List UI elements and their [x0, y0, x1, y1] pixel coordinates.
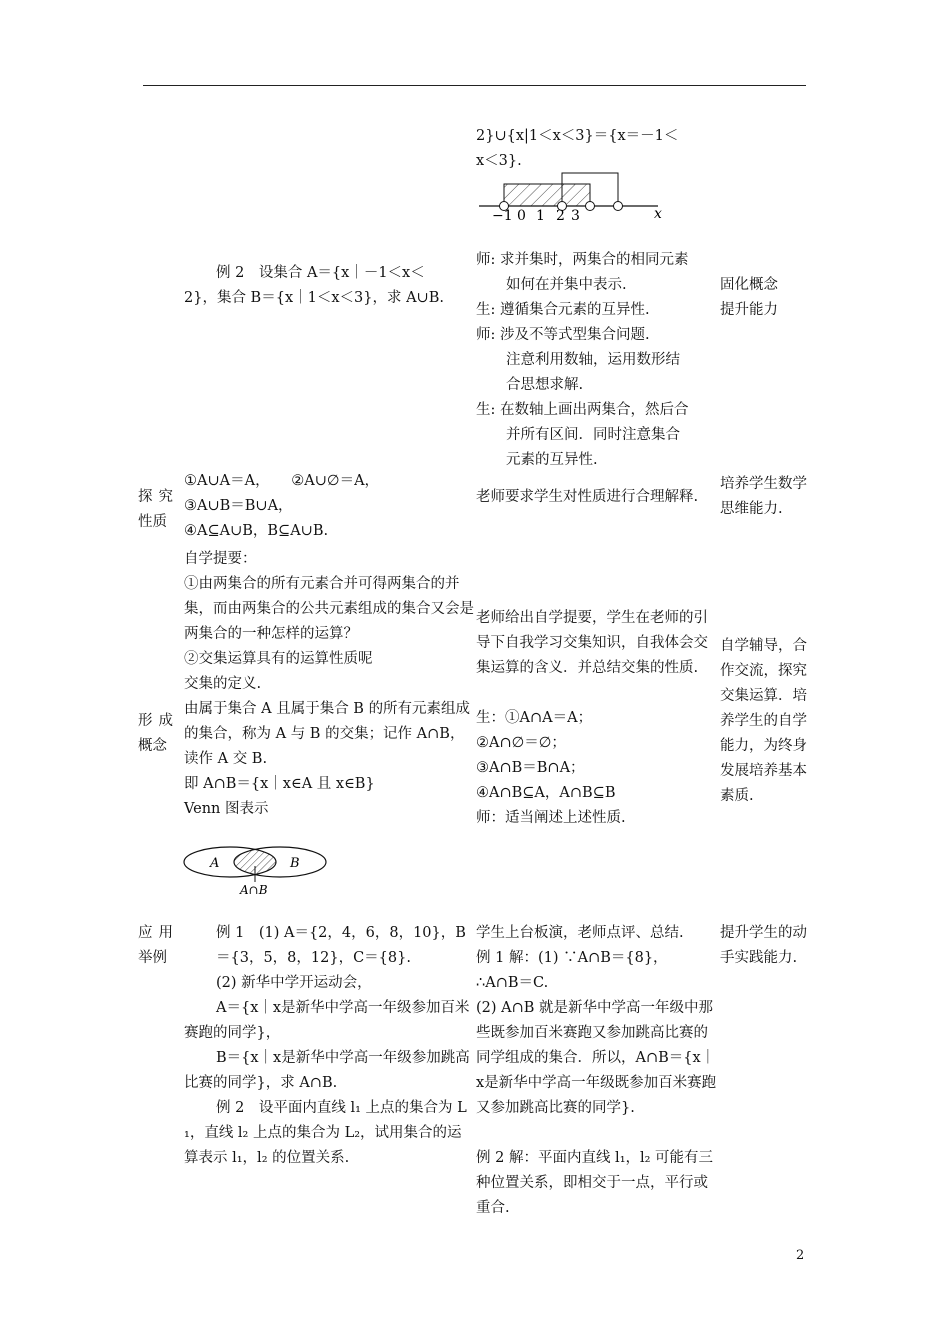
union-result-line-1: 2}∪{x|1＜x＜3}＝{x＝－1＜ — [476, 128, 679, 144]
example2-activity-line-1: 师: 求并集时，两集合的相同元素 — [476, 252, 689, 268]
concept-question-2: ②交集运算具有的运算性质呢 — [184, 651, 373, 667]
intersection-definition: 由属于集合 A 且属于集合 B 的所有元素组成的集合，称为 A 与 B 的交集；记作 A∩B，读作 A 交 B. — [184, 701, 471, 767]
union-result — [476, 124, 718, 174]
tick-label-minus-1: −1 — [492, 208, 513, 224]
tick-label-3: 3 — [571, 208, 580, 224]
page-number: 2 — [796, 1248, 805, 1263]
intersection-definition-heading: 交集的定义. — [184, 676, 262, 692]
explore-property-3: ④A⊆A∪B，B⊆A∪B. — [184, 523, 329, 539]
example2-activity — [476, 248, 718, 473]
endpoint-2 — [586, 202, 595, 211]
example2-activity-line-9: 元素的互异性. — [506, 452, 598, 468]
example2-activity-line-4: 师: 涉及不等式型集合问题. — [476, 327, 650, 343]
example2-activity-line-7: 生: 在数轴上画出两集合，然后合 — [476, 402, 689, 418]
example2-intent — [720, 273, 814, 323]
apply-solution-1-part-1: 例 1 解：(1) ∵A∩B＝{8}， — [476, 950, 668, 966]
concept-activity-prop-3: ③A∩B＝B∩A； — [476, 760, 585, 776]
apply-example-1-part-2: (2) 新华中学开运动会， — [216, 975, 372, 991]
apply-activity — [476, 921, 718, 1221]
endpoint-3 — [614, 202, 623, 211]
union-result-line-2: x＜3}. — [476, 153, 522, 169]
example2-activity-line-3: 生: 遵循集合元素的互异性. — [476, 302, 650, 318]
venn-label-a: A — [210, 856, 220, 871]
apply-content — [184, 921, 474, 1171]
apply-activity-intro: 学生上台板演，老师点评、总结. — [476, 925, 684, 941]
venn-label-intersection: A∩B — [240, 883, 268, 897]
example2-activity-line-5: 注意利用数轴，运用数形结 — [506, 352, 680, 368]
venn-diagram — [180, 844, 330, 898]
apply-solution-2: 例 2 解：平面内直线 l₁，l₂ 可能有三种位置关系，即相交于一点，平行或重合. — [476, 1150, 714, 1216]
concept-activity-prop-1: 生：①A∩A＝A； — [476, 710, 593, 726]
concept-content — [184, 547, 474, 822]
apply-set-a-definition: A＝{x｜x是新华中学高一年级参加百米赛跑的同学}， — [184, 1000, 470, 1041]
apply-solution-1-conclusion: ∴A∩B＝C. — [476, 975, 549, 991]
apply-example-2: 例 2 设平面内直线 l₁ 上点的集合为 L₁，直线 l₂ 上点的集合为 L₂，试用集合的运算表示 l₁，l₂ 的位置关系. — [184, 1100, 467, 1166]
explore-activity-text: 老师要求学生对性质进行合理解释. — [476, 489, 699, 505]
venn-label-b: B — [290, 856, 300, 871]
example2-activity-line-8: 并所有区间．同时注意集合 — [506, 427, 680, 443]
apply-intent — [720, 921, 814, 971]
explore-intent — [720, 472, 814, 522]
explore-property-2: ③A∪B＝B∪A， — [184, 498, 293, 514]
example2-intent-line-1: 固化概念 — [720, 277, 778, 293]
venn-caption: Venn 图表示 — [184, 801, 269, 817]
apply-set-b-definition: B＝{x｜x是新华中学高一年级参加跳高比赛的同学}，求 A∩B. — [184, 1050, 470, 1091]
number-line-diagram — [476, 170, 676, 226]
apply-example-1: 例 1 (1) A＝{2，4，6，8，10}，B＝{3，5，8，12}，C＝{8}. — [216, 925, 466, 966]
concept-intent-text: 自学辅导，合作交流，探究交集运算．培养学生的自学能力，为终身发展培养基本素质. — [720, 638, 807, 804]
apply-intent-text: 提升学生的动手实践能力. — [720, 925, 807, 966]
concept-study-heading: 自学提要： — [184, 551, 257, 567]
concept-activity-intro: 老师给出自学提要，学生在老师的引导下自我学习交集知识，自我体会交集运算的含义．并总结交集的性质. — [476, 610, 708, 676]
concept-activity-summary: 师：适当阐述上述性质. — [476, 810, 626, 826]
example2-activity-line-2: 如何在并集中表示. — [506, 277, 627, 293]
explore-activity — [476, 485, 718, 510]
example2-intent-line-2: 提升能力 — [720, 302, 778, 318]
explore-label-line-2: 性质 — [138, 514, 167, 530]
intersection-set-builder: 即 A∩B＝{x｜x∈A 且 x∈B} — [184, 776, 375, 792]
explore-properties — [184, 469, 474, 544]
concept-label-line-1: 形成 — [138, 713, 179, 729]
apply-label-line-2: 举例 — [138, 950, 167, 966]
explore-label-line-1: 探究 — [138, 489, 179, 505]
example2-problem-line-2: 2}，集合 B＝{x｜1＜x＜3}，求 A∪B. — [184, 290, 444, 306]
tick-label-1: 1 — [536, 208, 545, 224]
example2-problem-line-1: 例 2 设集合 A＝{x｜－1＜x＜ — [216, 265, 425, 281]
concept-label-line-2: 概念 — [138, 738, 167, 754]
apply-label-line-1: 应用 — [138, 925, 179, 941]
example2-problem — [184, 261, 474, 311]
interval-a — [504, 184, 590, 206]
apply-label — [138, 921, 182, 971]
explore-label — [138, 485, 182, 535]
tick-label-0: 0 — [517, 208, 526, 224]
concept-intent — [720, 634, 814, 809]
explore-intent-text: 培养学生数学思维能力. — [720, 476, 807, 517]
concept-activity — [476, 606, 718, 831]
concept-activity-prop-2: ②A∩∅＝∅； — [476, 735, 566, 751]
header-rule — [143, 85, 806, 86]
tick-label-2: 2 — [556, 208, 565, 224]
apply-solution-1-part-2: (2) A∩B 就是新华中学高一年级中那些既参加百米赛跑又参加跳高比赛的同学组成的集合．所以，A∩B＝{x｜x是新华中学高一年级既参加百米赛跑又参加跳高比赛的同学}. — [476, 1000, 717, 1116]
example2-activity-line-6: 合思想求解. — [506, 377, 584, 393]
concept-activity-prop-4: ④A∩B⊆A，A∩B⊆B — [476, 785, 616, 801]
concept-question-1: ①由两集合的所有元素合并可得两集合的并集，而由两集合的公共元素组成的集合又会是两集合的一种怎样的运算？ — [184, 576, 474, 642]
axis-label-x: x — [654, 206, 662, 222]
concept-label — [138, 709, 182, 759]
explore-property-1: ①A∪A＝A， ②A∪∅＝A， — [184, 473, 380, 489]
